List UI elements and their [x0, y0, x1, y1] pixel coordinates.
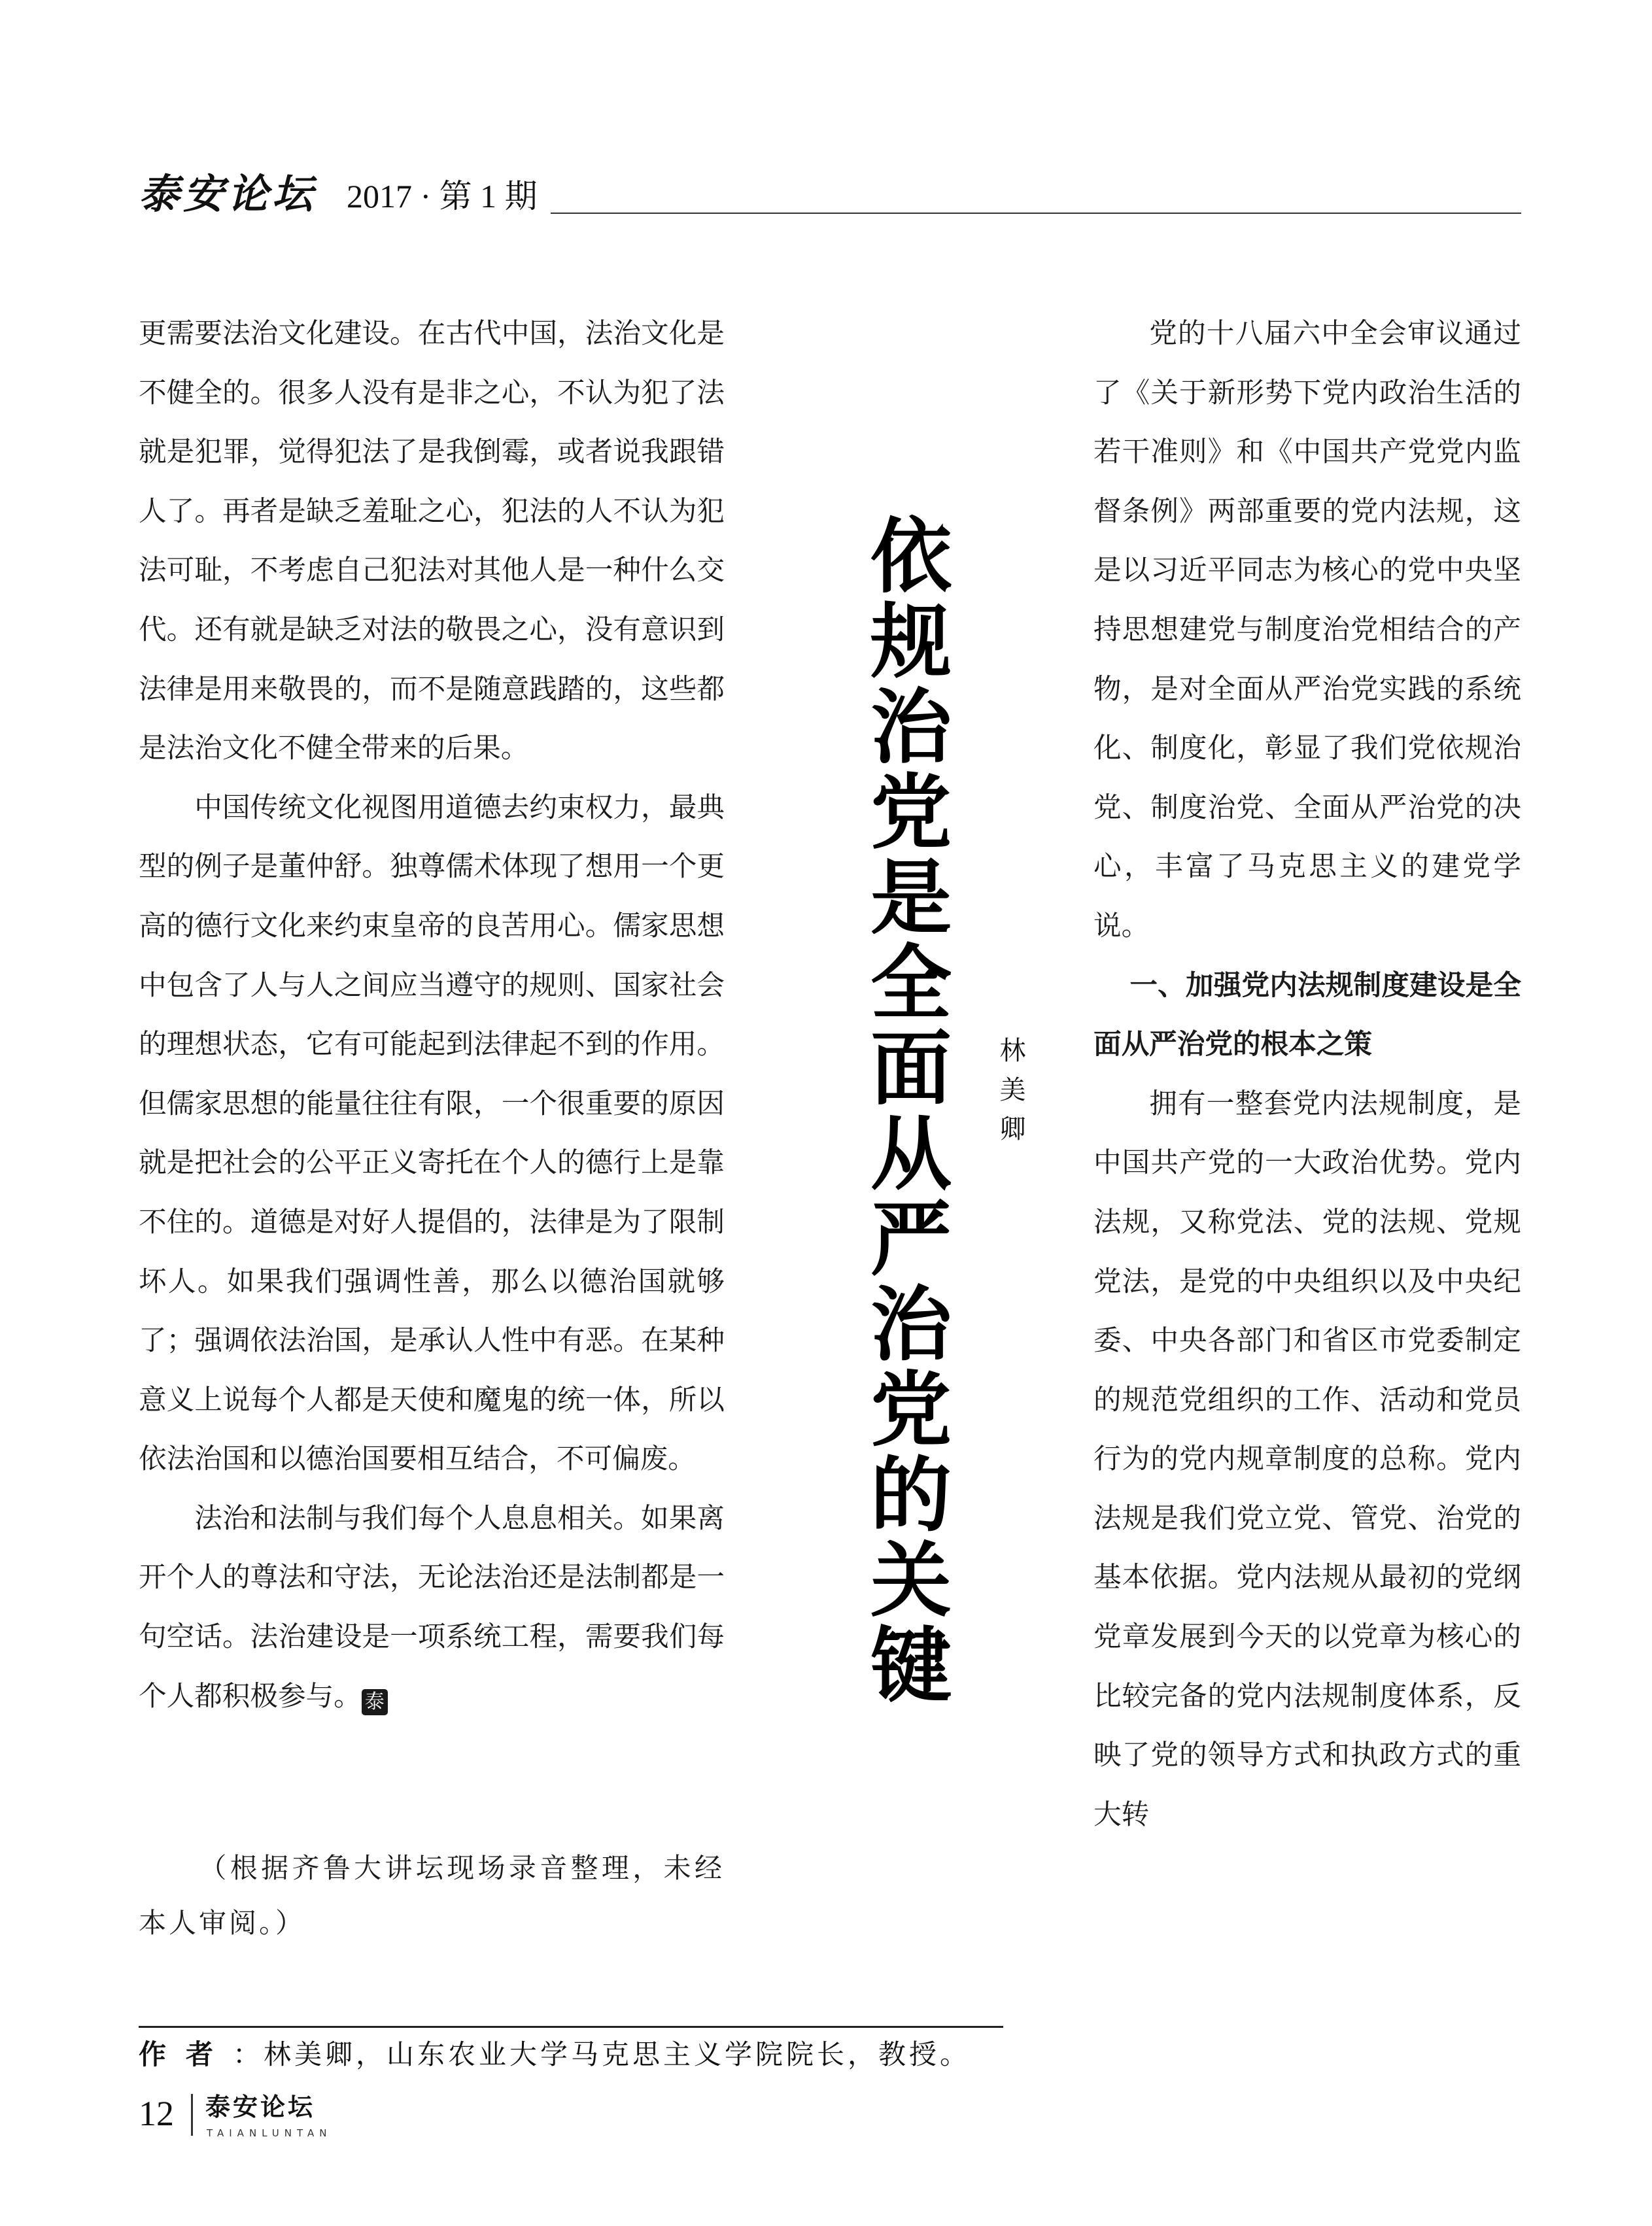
- paragraph: 更需要法治文化建设。在古代中国，法治文化是不健全的。很多人没有是非之心，不认为犯了法就是犯罪，觉得犯法了是我倒霉，或者说我跟错人了。再者是缺乏羞耻之心，犯法的人不认为犯法可耻，不考虑自己犯法对其他人是一种什么交代。还有就是缺乏对法的敬畏之心，没有意识到法律是用来敬畏的，而不是随意践踏的，这些都是法治文化不健全带来的后果。: [139, 317, 725, 765]
- page-number: 12: [139, 2094, 174, 2133]
- author-bio-text: ：林美卿，山东农业大学马克思主义学院院长，教授。: [233, 2038, 971, 2070]
- section-heading: 一、加强党内法规制度建设是全面从严治党的根本之策: [1093, 968, 1521, 1061]
- issue-label: 2017 · 第 1 期: [347, 178, 538, 214]
- source-note: [139, 1841, 725, 1951]
- journal-logo: 泰安论坛: [139, 170, 317, 218]
- note-text: （根据齐鲁大讲坛现场录音整理，未经本人审阅。）: [139, 1852, 725, 1939]
- right-column: [1093, 304, 1521, 1844]
- footer-journal-name: 泰安论坛: [205, 2093, 316, 2121]
- end-mark-icon: 泰: [362, 1689, 388, 1715]
- article-author: 林美卿: [995, 1036, 1025, 1154]
- footer-journal-pinyin: TAIANLUNTAN: [207, 2127, 332, 2139]
- left-column: [139, 304, 725, 1726]
- paragraph-text: 法治和法制与我们每个人息息相关。如果离开个人的尊法和守法，无论法治还是法制都是一句空话。法治建设是一项系统工程，需要我们每个人都积极参与。: [139, 1501, 725, 1713]
- footer-rule: [139, 2026, 1003, 2028]
- header-rule: [551, 213, 1521, 214]
- article-title: 依规治党是全面从严治党的关键: [857, 513, 952, 1708]
- paragraph: 拥有一整套党内法规制度，是中国共产党的一大政治优势。党内法规，又称党法、党的法规、党规党法，是党的中央组织以及中央纪委、中央各部门和省区市党委制定的规范党组织的工作、活动和党员行为的党内规章制度的总称。党内法规是我们党立党、管党、治党的基本依据。党内法规从最初的党纲党章发展到今天的以党章为核心的比较完备的党内法规制度体系，反映了党的领导方式和执政方式的重大转: [1093, 1087, 1521, 1831]
- paragraph: 中国传统文化视图用道德去约束权力，最典型的例子是董仲舒。独尊儒术体现了想用一个更高的德行文化来约束皇帝的良苦用心。儒家思想中包含了人与人之间应当遵守的规则、国家社会的理想状态，它有可能起到法律起不到的作用。但儒家思想的能量往往有限，一个很重要的原因就是把社会的公平正义寄托在个人的德行上是靠不住的。道德是对好人提倡的，法律是为了限制坏人。如果我们强调性善，那么以德治国就够了；强调依法治国，是承认人性中有恶。在某种意义上说每个人都是天使和魔鬼的统一体，所以依法治国和以德治国要相互结合，不可偏废。: [139, 791, 725, 1476]
- footer-divider: [191, 2094, 193, 2136]
- author-label: 作者: [139, 2038, 233, 2070]
- author-bio: [139, 2035, 971, 2074]
- paragraph: [139, 1489, 725, 1726]
- paragraph: 党的十八届六中全会审议通过了《关于新形势下党内政治生活的若干准则》和《中国共产党党内监督条例》两部重要的党内法规，这是以习近平同志为核心的党中央坚持思想建党与制度治党相结合的产物，是对全面从严治党实践的系统化、制度化，彰显了我们党依规治党、制度治党、全面从严治党的决心，丰富了马克思主义的建党学说。: [1093, 317, 1521, 942]
